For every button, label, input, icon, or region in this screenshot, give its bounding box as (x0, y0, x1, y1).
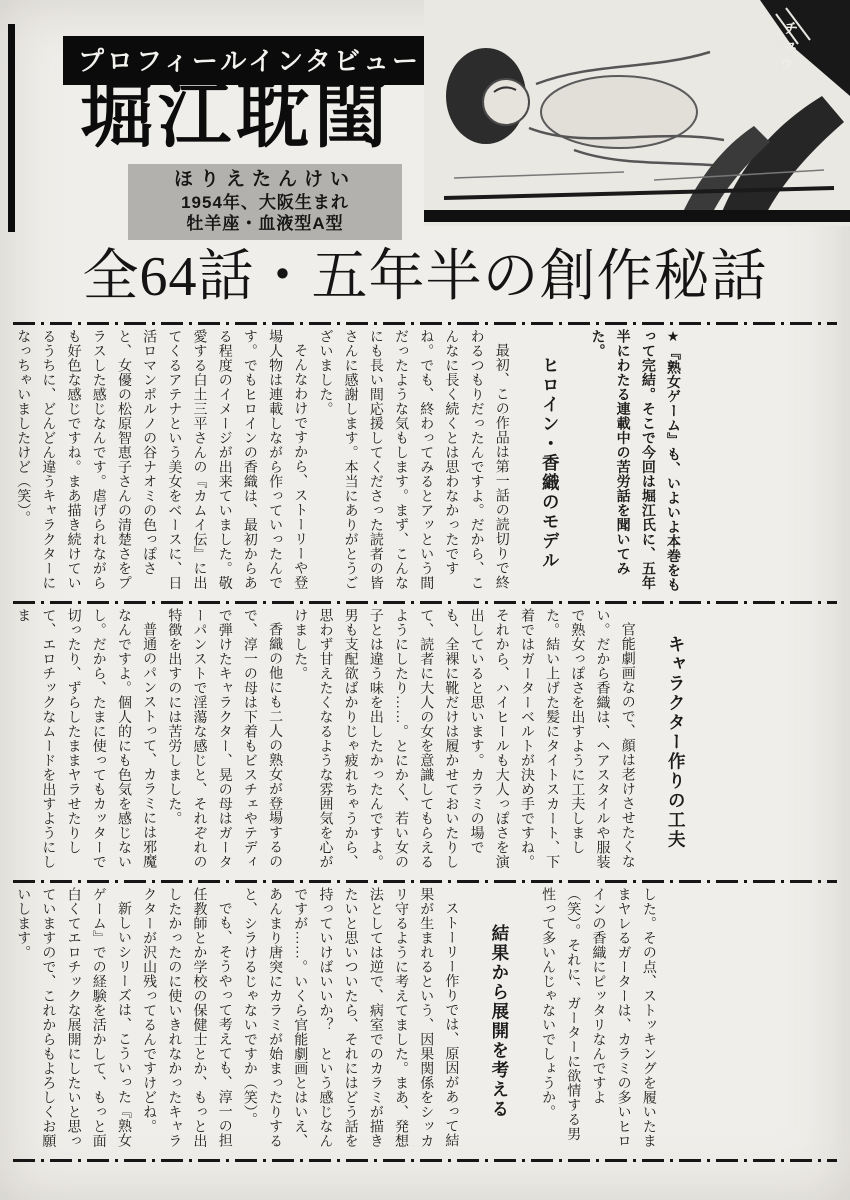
paragraph: 最初、この作品は第一話の読切りで終わるつもりだったんですよ。だから、こんなに長く続くとは思わなかったですね。でも、終わってみるとアッという間だったような気もします。まず、こんなにも長い間応援してくださった読者の皆さんに感謝します。本当にありがとうございました。 (317, 329, 509, 590)
page-header (0, 0, 850, 322)
interview-band-1 (0, 325, 696, 601)
profile-reading: ほりえたんけい (173, 169, 356, 190)
paragraph: でも、そうやって考えても、淳一の担任教師とか学校の保健士とか、もっと出したかったのに使いきれなかったキャラクターが沢山残ってるんですけどね。 (141, 887, 232, 1148)
paragraph: そんなわけですから、ストーリーや登場人物は連載しながら作っていったんです。でもヒロインの香織は、最初からある程度のイメージが出来ていました。敬愛する白土三平さんの『カムイ伝』に出てくるアテナという美女をベースに、日活ロマンポルノの谷ナオミの色っぽさと、女優の松原智恵子さんの清楚さをプラスした感じなんです。虐げられながらも好色な感じですね。まあ描き続けているうちに、どんどん違うキャラクターになっちゃいましたけど（笑）。 (15, 329, 308, 590)
dashed-rule-bottom (13, 1159, 837, 1162)
profile-sign-blood: 牡羊座・血液型A型 (186, 214, 344, 233)
header-illustration (424, 0, 850, 226)
interview-band-2 (0, 604, 721, 880)
kicker-label: プロフィールインタビュー (78, 46, 422, 76)
interview-band-3 (0, 883, 671, 1159)
continuation-paragraph: した。その点、ストッキングを履いたままヤレるガーターは、カラミの多いヒロインの香織にピッタリなんですよ（笑）。それに、ガーターに欲情する男性って多いんじゃないでしょうか。 (540, 887, 656, 1148)
paragraph: ストーリー作りでは、原因があって結果が生まれるという、因果関係をシッカリ守るように考えてました。まあ、発想法としては逆で、病室でのカラミが描きたいと思いついたら、それにはどう話を持っていけばいいか？ という感じなんですが……。いくら官能劇画とはいえ、あんまり唐突にカラミが始まったりすると、シラけるじゃないですか（笑）。 (241, 887, 459, 1148)
headline: 全64話・五年半の創作秘話 (82, 246, 768, 308)
section-heading-1: ヒロイン・香織のモデル (540, 355, 561, 571)
artist-name: 堀江耽閨 (80, 75, 392, 156)
profile-birth: 1954年、大阪生まれ (181, 192, 349, 212)
paragraph: 香織の他にも二人の熟女が登場するので、淳一の母は下着もビスチェやテディで弾けたキャラクター、晃の母はガーターパンストで淫蕩な感じと、それぞれの特徴を出すのには苦労しました。 (166, 608, 283, 869)
section-heading-3: 結果から展開を考える (489, 923, 510, 1119)
left-rule (8, 24, 15, 232)
paragraph: 普通のパンストって、カラミには邪魔なんですよ。個人的にも色気を感じないし。だから、たまに使ってもカッターで切ったり、ずらしたままヤラせたりして、エロチックなムードを出すようにしま (15, 608, 157, 869)
profile-box (128, 164, 402, 240)
paragraph: 官能劇画なので、顔は老けさせたくない。だから香織は、ヘアスタイルや服装で熟女っぽさを出すように工夫しました。結い上げた髪にタイトスカート、下着ではガーターベルトが決め手ですね。それから、ハイヒールも大人っぽさを演出していると思います。カラミの場でも、全裸に靴だけは履かせておいたりして、読者に大人の女を意識してもらえるようにしたり……。とにかく、若い女の子とは違う味を出したかったんですよ。男も支配欲ばかりじゃ疲れちゃうから、思わず甘えたくなるような雰囲気を心がけました。 (292, 608, 635, 869)
sfx-text: チュウ (775, 19, 800, 75)
lede-text: ★『熟女ゲーム』も、いよいよ本巻をもって完結。そこで今回は堀江氏に、五年半にわたる連載中の苦労話を聞いてみた。 (590, 329, 682, 592)
paragraph: 新しいシリーズは、こういった『熟女ゲーム』での経験を活かして、もっと面白くてエロチックな展開にしたいと思っていますので、これからもよろしくお願いします。 (15, 887, 131, 1148)
section-heading-2: キャラクター作りの工夫 (666, 634, 687, 850)
